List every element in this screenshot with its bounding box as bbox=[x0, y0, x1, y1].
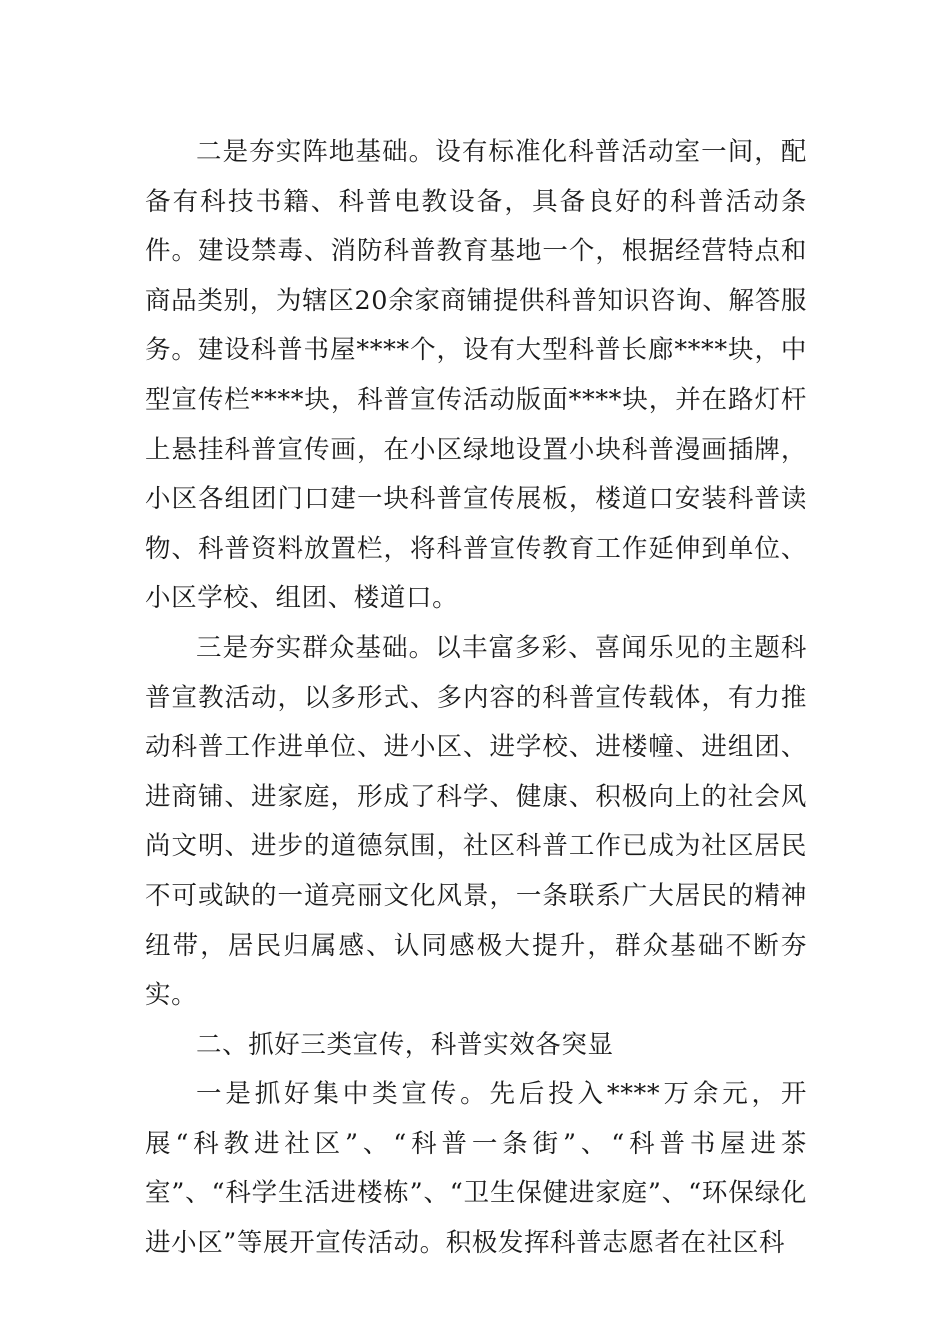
paragraph-position-foundation: 二是夯实阵地基础。设有标准化科普活动室一间，配备有科技书籍、科普电教设备，具备良好的科普活动条件。建设禁毒、消防科普教育基地一个，根据经营特点和商品类别，为辖区20余家商铺提供科普知识咨询、解答服务。建设科普书屋****个，设有大型科普长廊****块，中型宣传栏****块，科普宣传活动版面****块，并在路灯杆上悬挂科普宣传画，在小区绿地设置小块科普漫画插牌，小区各组团门口建一块科普宣传展板，楼道口安装科普读物、科普资料放置栏，将科普宣传教育工作延伸到单位、小区学校、组团、楼道口。 bbox=[145, 137, 807, 614]
document-body bbox=[145, 128, 807, 1269]
paragraph-public-foundation: 三是夯实群众基础。以丰富多彩、喜闻乐见的主题科普宣教活动，以多形式、多内容的科普宣传载体，有力推动科普工作进单位、进小区、进学校、进楼幢、进组团、进商铺、进家庭，形成了科学、健康、积极向上的社会风尚文明、进步的道德氛围，社区科普工作已成为社区居民不可或缺的一道亮丽文化风景，一条联系广大居民的精神纽带，居民归属感、认同感极大提升，群众基础不断夯实。 bbox=[145, 632, 807, 1011]
paragraph-centralized-publicity: 一是抓好集中类宣传。先后投入****万余元，开展“科教进社区”、“科普一条街”、“科普书屋进茶室”、“科学生活进楼栋”、“卫生保健进家庭”、“环保绿化进小区”等展开宣传活动。积极发挥科普志愿者在社区科 bbox=[145, 1079, 807, 1259]
section-heading: 二、抓好三类宣传，科普实效各突显 bbox=[196, 1029, 614, 1060]
